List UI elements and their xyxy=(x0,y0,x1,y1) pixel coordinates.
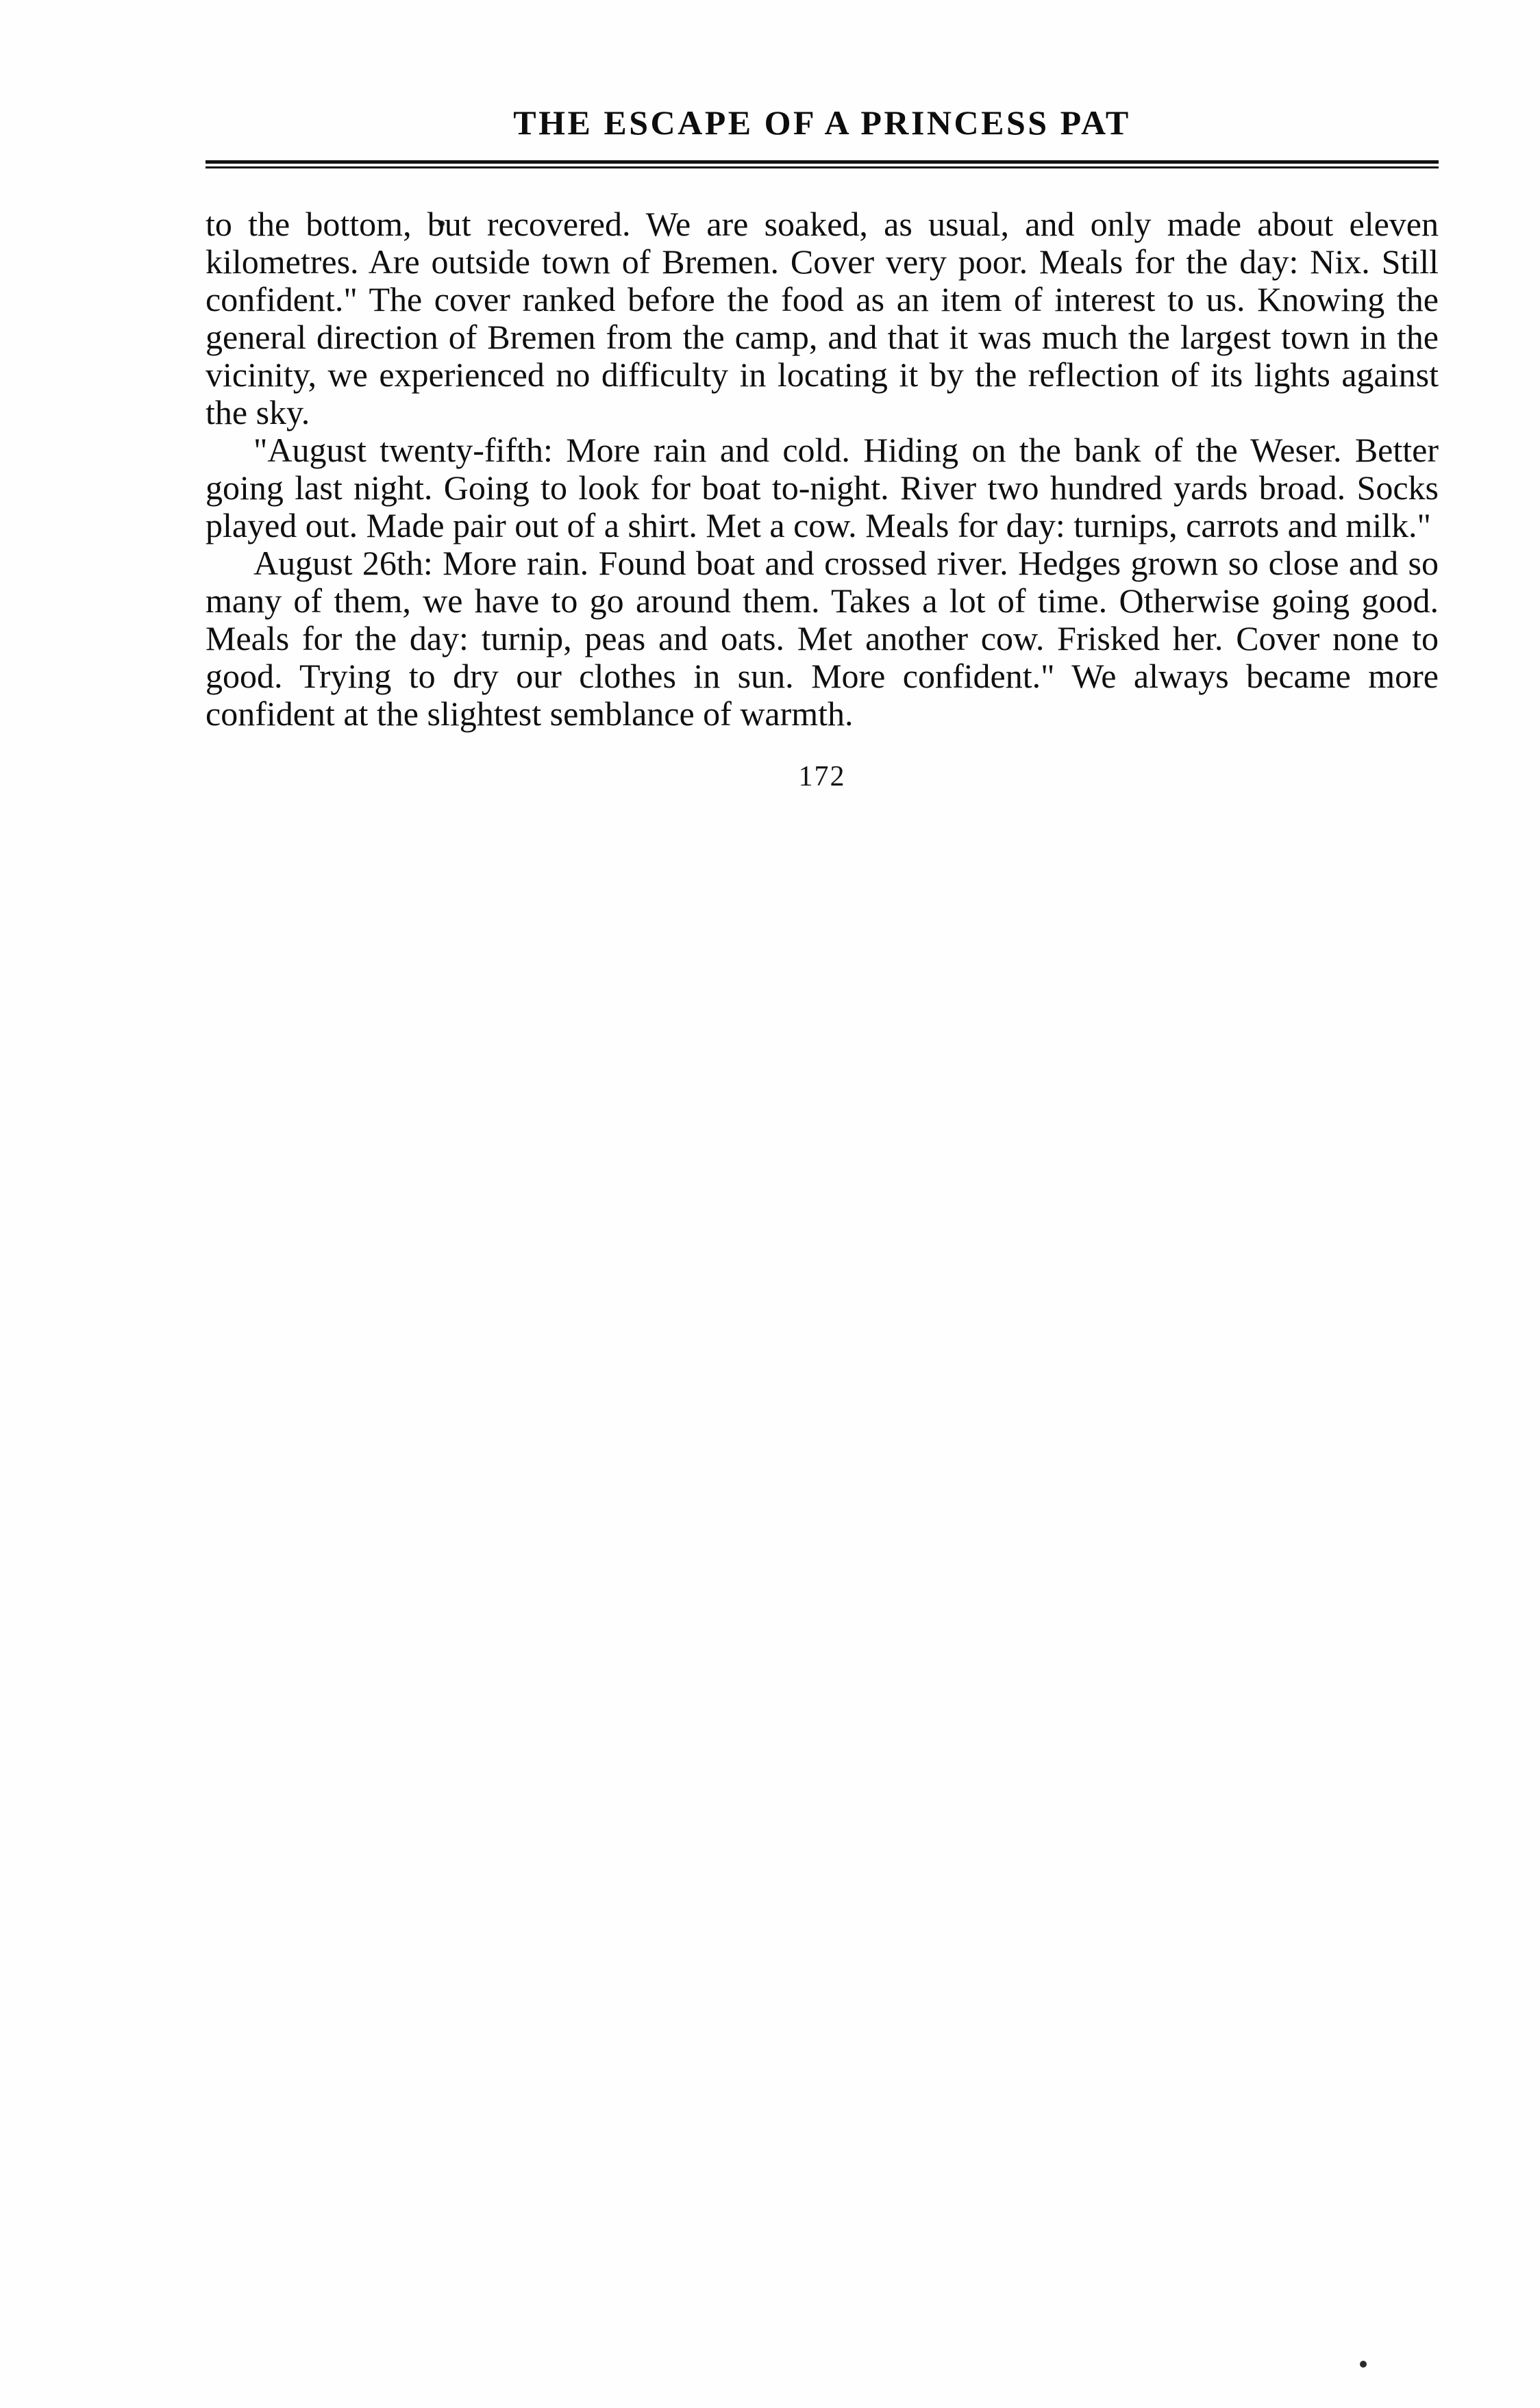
page-number: 172 xyxy=(798,761,846,792)
scan-speck-bottom-icon xyxy=(1360,2361,1367,2368)
paragraph: to the bottom, but recovered. We are soaked, as usual, and only made about eleven kilometres. Are outside town of Bremen. Cover very poor. Meals for the day: Nix. Still confident." The cover ranked before the food as an item of interest to us. Knowing the general direction of Bremen from the camp, and that it was much the largest town in the vicinity, we experienced no difficulty in locating it by the reflection of its lights against the sky. xyxy=(206,205,1439,431)
page-content xyxy=(206,103,1439,793)
paragraph: August 26th: More rain. Found boat and crossed river. Hedges grown so close and so many of them, we have to go around them. Takes a lot of time. Otherwise going good. Meals for the day: turnip, peas and oats. Met another cow. Frisked her. Cover none to good. Trying to dry our clothes in sun. More confident." We always became more confident at the slightest semblance of warmth. xyxy=(206,544,1439,733)
header-rule xyxy=(206,160,1439,168)
header-rule-line-top xyxy=(206,160,1439,164)
running-head: THE ESCAPE OF A PRINCESS PAT xyxy=(513,103,1131,142)
body-text xyxy=(206,205,1439,733)
header-rule-line-bottom xyxy=(206,166,1439,168)
paragraph: "August twenty-fifth: More rain and cold. Hiding on the bank of the Weser. Better going last night. Going to look for boat to-night. River two hundred yards broad. Socks played out. Made pair out of a shirt. Met a cow. Meals for day: turnips, carrots and milk." xyxy=(206,431,1439,544)
